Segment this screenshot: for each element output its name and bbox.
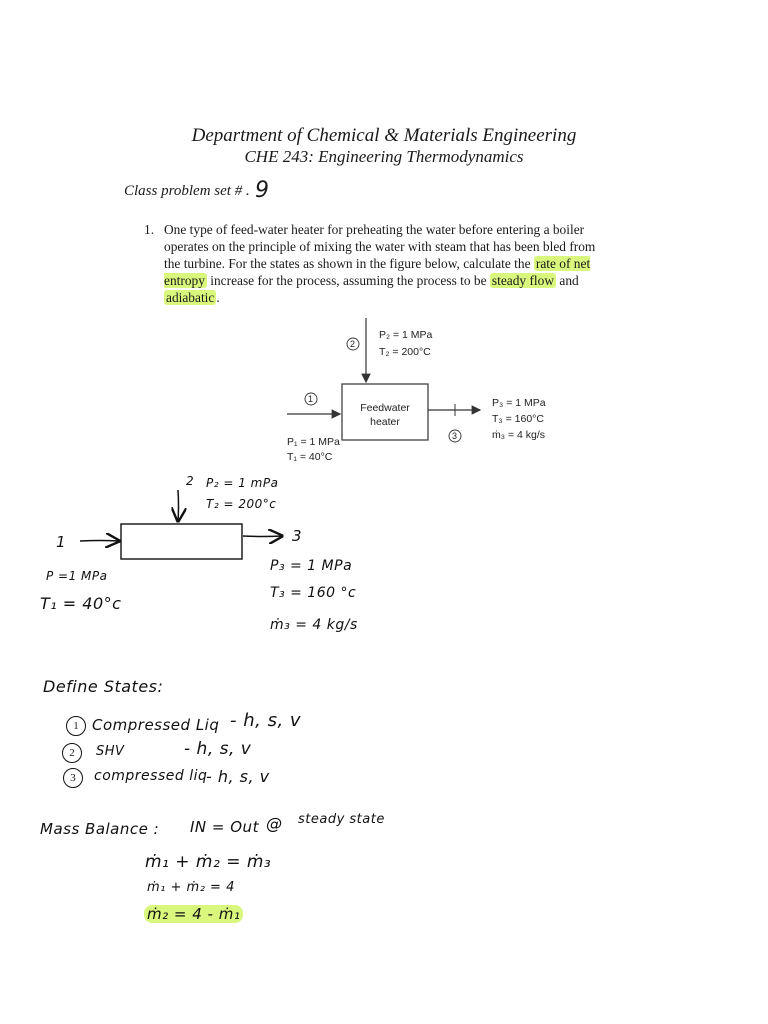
problem-text-part1: One type of feed-water heater for preheating the water before entering a boiler operates on the principle of mixing the water with steam that has been bled from the turbine. For the states as shown in the figure below, calculate the bbox=[164, 222, 596, 271]
figure-state-3-temperature: T₃ = 160°C bbox=[492, 413, 544, 425]
mass-balance-eq1: ṁ₁ + ṁ₂ = ṁ₃ bbox=[145, 852, 272, 872]
sketch-state-1-number: 1 bbox=[56, 533, 67, 551]
figure-state-3-massflow: ṁ₃ = 4 kg/s bbox=[492, 429, 546, 441]
sketch-state-1-pressure: P =1 MPa bbox=[46, 569, 108, 583]
figure-state-1-number: 1 bbox=[308, 394, 314, 404]
state-2-marker: 2 bbox=[62, 743, 82, 763]
sketch-box bbox=[121, 524, 242, 559]
problem-text-part3: and bbox=[559, 273, 579, 288]
sketch-state-3-massflow: ṁ₃ = 4 kg/s bbox=[270, 617, 358, 633]
course-title: CHE 243: Engineering Thermodynamics bbox=[244, 147, 524, 166]
sketch-arrow-1 bbox=[80, 541, 119, 542]
figure-state-2-number: 2 bbox=[350, 339, 356, 349]
figure-state-1-temperature: T₁ = 40°C bbox=[287, 451, 333, 463]
state-3-marker: 3 bbox=[63, 768, 83, 788]
figure-state-2-temperature: T₂ = 200°C bbox=[379, 346, 431, 358]
feedwater-heater-label-line1: Feedwater bbox=[360, 402, 410, 414]
problem-set-label: Class problem set # . bbox=[124, 183, 250, 199]
state-3-description: compressed liq bbox=[94, 768, 208, 784]
problem-set-number: 9 bbox=[255, 178, 270, 203]
highlight-steady-flow: steady flow bbox=[491, 273, 555, 288]
sketch-arrow-2 bbox=[178, 490, 179, 521]
mass-balance-at: @ bbox=[266, 814, 283, 833]
state-2-description: SHV bbox=[96, 744, 125, 759]
sketch-state-2-temperature: T₂ = 200°c bbox=[206, 497, 277, 511]
highlight-adiabatic: adiabatic bbox=[166, 290, 215, 305]
state-1-properties: - h, s, v bbox=[230, 710, 302, 731]
state-1-marker: 1 bbox=[66, 716, 86, 736]
sketch-state-3-pressure: P₃ = 1 MPa bbox=[270, 558, 353, 574]
highlight-rate-of-net-entropy: rate of net entropy bbox=[164, 256, 591, 288]
define-states-heading: Define States: bbox=[43, 677, 164, 696]
mass-balance-rule: IN = Out bbox=[190, 818, 259, 836]
problem-text-part2: increase for the process, assuming the process to be bbox=[210, 273, 487, 288]
problem-number: 1. bbox=[144, 222, 155, 237]
mass-balance-label: Mass Balance : bbox=[40, 820, 160, 838]
mass-balance-eq3: ṁ₂ = 4 - ṁ₁ bbox=[144, 905, 243, 923]
feedwater-heater-label-line2: heater bbox=[370, 416, 400, 428]
sketch-state-2-number: 2 bbox=[186, 474, 195, 488]
sketch-state-3-temperature: T₃ = 160 °c bbox=[270, 585, 357, 601]
figure-state-3-pressure: P₃ = 1 MPa bbox=[492, 397, 546, 409]
mass-balance-eq2: ṁ₁ + ṁ₂ = 4 bbox=[147, 880, 235, 895]
sketch-state-2-pressure: P₂ = 1 mPa bbox=[206, 476, 279, 490]
mass-balance-condition: steady state bbox=[298, 812, 385, 827]
sketch-state-3-number: 3 bbox=[292, 527, 303, 545]
figure-state-1-pressure: P₁ = 1 MPa bbox=[287, 436, 340, 448]
problem-text-part4: . bbox=[216, 290, 220, 305]
state-3-properties: - h, s, v bbox=[206, 767, 270, 786]
department-heading: Department of Chemical & Materials Engineering bbox=[191, 125, 577, 146]
figure-state-2-pressure: P₂ = 1 MPa bbox=[379, 329, 433, 341]
sketch-arrow-3 bbox=[243, 536, 282, 537]
state-2-properties: - h, s, v bbox=[184, 739, 252, 759]
sketch-state-1-temperature: T₁ = 40°c bbox=[40, 594, 122, 613]
state-1-description: Compressed Liq bbox=[92, 716, 220, 734]
figure-state-3-number: 3 bbox=[452, 431, 458, 441]
